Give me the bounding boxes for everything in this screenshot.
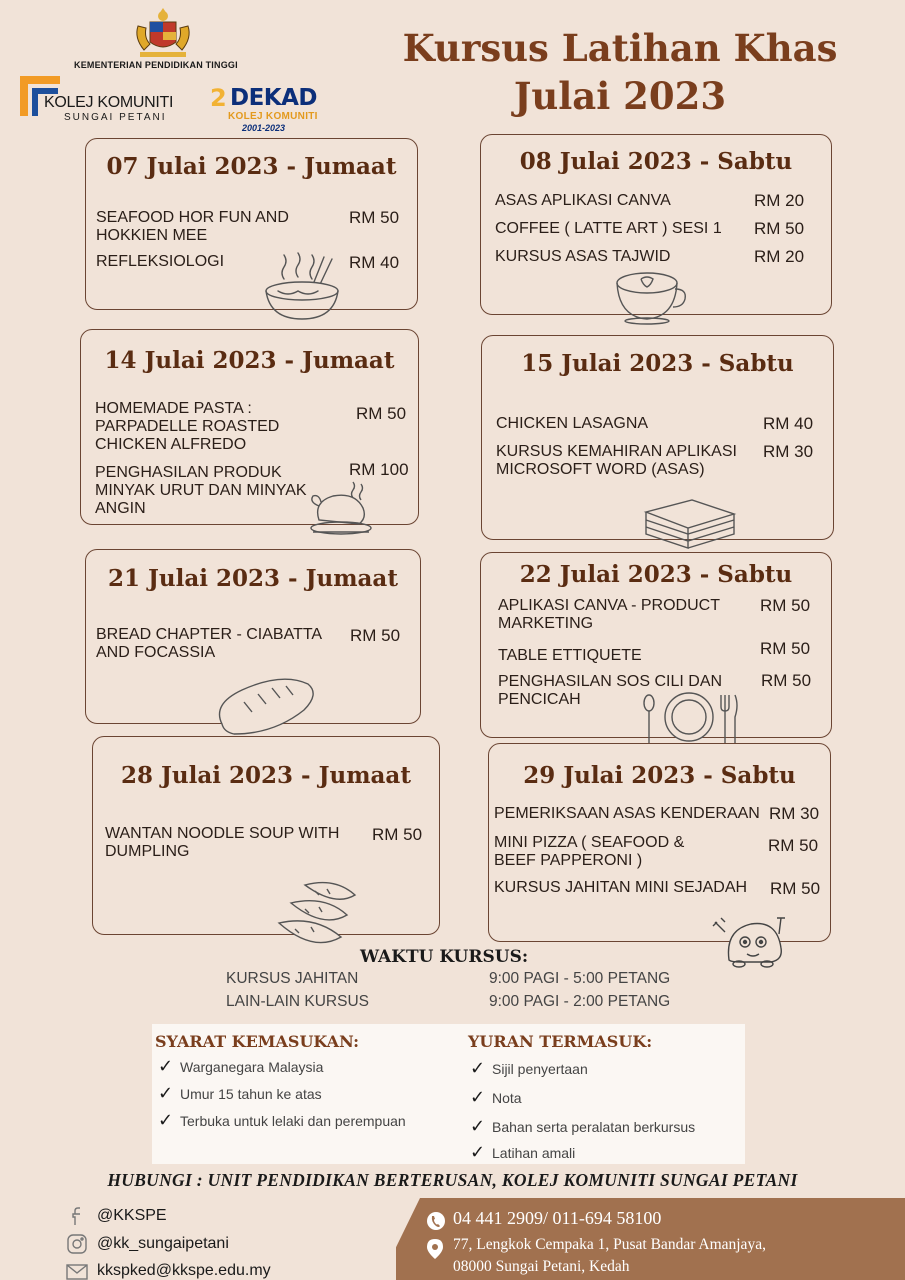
check-icon: ✓ xyxy=(158,1110,174,1131)
latte-cup-icon xyxy=(613,269,689,325)
college-location: SUNGAI PETANI xyxy=(64,112,167,123)
course-item-price: RM 50 xyxy=(754,219,805,238)
dekad-number: 2 xyxy=(210,84,227,112)
course-item-name: ASAS APLIKASI CANVA xyxy=(495,192,671,209)
car-mechanic-icon xyxy=(711,914,793,970)
schedule-label: KURSUS JAHITAN xyxy=(226,970,359,987)
course-item-name: REFLEKSIOLOGI xyxy=(96,253,225,270)
address-line-1: 77, Lengkok Cempaka 1, Pusat Bandar Amanjaya, xyxy=(453,1236,766,1253)
course-item-name: PENGHASILAN PRODUK MINYAK URUT DAN MINYAK ANGIN xyxy=(95,464,307,517)
syarat-item: ✓ Umur 15 tahun ke atas xyxy=(158,1083,322,1104)
roast-chicken-icon xyxy=(307,480,379,542)
course-item-price: RM 20 xyxy=(754,191,805,210)
noodle-bowl-icon xyxy=(262,251,348,323)
course-item-price: RM 50 xyxy=(372,825,423,844)
college-name: KOLEJ KOMUNITI xyxy=(44,94,174,111)
course-item-price: RM 100 xyxy=(349,460,409,479)
course-item-name: KURSUS JAHITAN MINI SEJADAH xyxy=(494,879,748,896)
course-item-name: KURSUS ASAS TAJWID xyxy=(495,248,671,265)
course-item-name: BREAD CHAPTER - CIABATTA AND FOCASSIA xyxy=(96,626,322,661)
phone-numbers: 04 441 2909/ 011-694 58100 xyxy=(453,1208,662,1228)
title-line-1: Kursus Latihan Khas xyxy=(402,26,838,70)
course-item-name: COFFEE ( LATTE ART ) SESI 1 xyxy=(495,220,722,237)
check-icon: ✓ xyxy=(470,1142,486,1163)
course-item-price: RM 50 xyxy=(760,596,811,615)
card-date-title: 28 Julai 2023 - Jumaat xyxy=(121,762,411,789)
dua-dekad-logo xyxy=(210,84,340,134)
dekad-years: 2001-2023 xyxy=(242,123,286,133)
course-item-name: PENGHASILAN SOS CILI DAN PENCICAH xyxy=(498,673,723,708)
dekad-college: KOLEJ KOMUNITI xyxy=(228,111,318,122)
check-icon: ✓ xyxy=(158,1056,174,1077)
course-item-price: RM 40 xyxy=(763,414,814,433)
instagram-handle-link[interactable]: @kk_sungaipetani xyxy=(97,1235,229,1252)
course-card-21-julai xyxy=(85,549,421,724)
syarat-item: ✓ Warganegara Malaysia xyxy=(158,1056,324,1077)
page-title xyxy=(380,24,860,120)
syarat-item: ✓ Terbuka untuk lelaki dan perempuan xyxy=(158,1110,406,1131)
address-line-2: 08000 Sungai Petani, Kedah xyxy=(453,1258,630,1275)
malaysia-coat-of-arms-icon xyxy=(128,4,198,60)
course-item-price: RM 50 xyxy=(768,836,819,855)
card-date-title: 08 Julai 2023 - Sabtu xyxy=(519,148,793,175)
check-icon: ✓ xyxy=(470,1087,486,1108)
course-item-price: RM 40 xyxy=(349,253,400,272)
course-item-price: RM 20 xyxy=(754,247,805,266)
course-card-08-julai xyxy=(480,134,832,315)
requirements-panel xyxy=(152,1024,745,1164)
course-item-price: RM 50 xyxy=(760,639,811,658)
location-pin-icon xyxy=(426,1238,444,1265)
email-link[interactable]: kkspked@kkspe.edu.my xyxy=(97,1262,271,1279)
facebook-handle-link[interactable]: @KKSPE xyxy=(97,1207,167,1224)
course-item-name: HOMEMADE PASTA : PARPADELLE ROASTED CHICKEN ALFREDO xyxy=(95,400,280,453)
dekad-word: DEKAD xyxy=(230,85,318,111)
title-line-2: Julai 2023 xyxy=(513,74,727,118)
course-item-name: PEMERIKSAAN ASAS KENDERAAN xyxy=(494,805,760,822)
course-item-name: KURSUS KEMAHIRAN APLIKASI MICROSOFT WORD (ASAS) xyxy=(496,443,737,478)
course-item-price: RM 30 xyxy=(763,442,814,461)
waktu-kursus-heading: WAKTU KURSUS: xyxy=(360,947,529,967)
check-icon: ✓ xyxy=(470,1116,486,1137)
course-item-name: MINI PIZZA ( SEAFOOD & BEEF PAPPERONI ) xyxy=(494,834,685,869)
course-card-22-julai xyxy=(480,552,832,738)
course-item-name: TABLE ETTIQUETE xyxy=(498,647,642,664)
course-item-price: RM 30 xyxy=(769,804,820,823)
course-item-name: WANTAN NOODLE SOUP WITH DUMPLING xyxy=(105,825,340,860)
card-date-title: 07 Julai 2023 - Jumaat xyxy=(106,153,397,180)
instagram-icon xyxy=(66,1234,90,1254)
course-item-price: RM 50 xyxy=(761,671,812,690)
course-card-28-julai xyxy=(92,736,440,935)
course-card-15-julai xyxy=(481,335,834,540)
course-item-name: APLIKASI CANVA - PRODUCT MARKETING xyxy=(498,597,720,632)
yuran-item: ✓ Bahan serta peralatan berkursus xyxy=(470,1116,696,1137)
yuran-heading: YURAN TERMASUK: xyxy=(468,1032,653,1051)
schedule-time: 9:00 PAGI - 5:00 PETANG xyxy=(489,970,671,987)
yuran-item: ✓ Nota xyxy=(470,1087,522,1108)
plate-cutlery-icon xyxy=(639,691,739,745)
schedule-label: LAIN-LAIN KURSUS xyxy=(226,993,369,1010)
check-icon: ✓ xyxy=(158,1083,174,1104)
card-date-title: 14 Julai 2023 - Jumaat xyxy=(104,347,395,374)
course-item-name: SEAFOOD HOR FUN AND HOKKIEN MEE xyxy=(96,209,289,244)
card-date-title: 15 Julai 2023 - Sabtu xyxy=(521,350,794,377)
course-card-14-julai xyxy=(80,329,419,525)
schedule-time: 9:00 PAGI - 2:00 PETANG xyxy=(489,993,671,1010)
course-item-name: CHICKEN LASAGNA xyxy=(496,415,649,432)
course-item-price: RM 50 xyxy=(356,404,407,423)
ministry-name: KEMENTERIAN PENDIDIKAN TINGGI xyxy=(74,60,238,70)
contact-heading: HUBUNGI : UNIT PENDIDIKAN BERTERUSAN, KOLEJ KOMUNITI SUNGAI PETANI xyxy=(107,1170,798,1190)
course-card-07-julai xyxy=(85,138,418,310)
facebook-icon xyxy=(66,1206,90,1226)
lasagna-icon xyxy=(642,496,738,552)
kolej-komuniti-logo xyxy=(18,74,188,124)
card-date-title: 29 Julai 2023 - Sabtu xyxy=(523,762,796,789)
course-card-29-julai xyxy=(488,743,831,942)
dumpling-icon xyxy=(275,877,361,959)
bread-icon xyxy=(214,674,318,740)
yuran-item: ✓ Sijil penyertaan xyxy=(470,1058,588,1079)
course-item-price: RM 50 xyxy=(349,208,400,227)
card-date-title: 22 Julai 2023 - Sabtu xyxy=(519,561,793,588)
email-icon xyxy=(66,1262,90,1280)
yuran-item: ✓ Latihan amali xyxy=(470,1142,576,1163)
phone-icon xyxy=(426,1211,446,1236)
check-icon: ✓ xyxy=(470,1058,486,1079)
course-item-price: RM 50 xyxy=(350,626,401,645)
course-item-price: RM 50 xyxy=(770,879,821,898)
card-date-title: 21 Julai 2023 - Jumaat xyxy=(108,565,398,592)
syarat-heading: SYARAT KEMASUKAN: xyxy=(155,1032,360,1051)
